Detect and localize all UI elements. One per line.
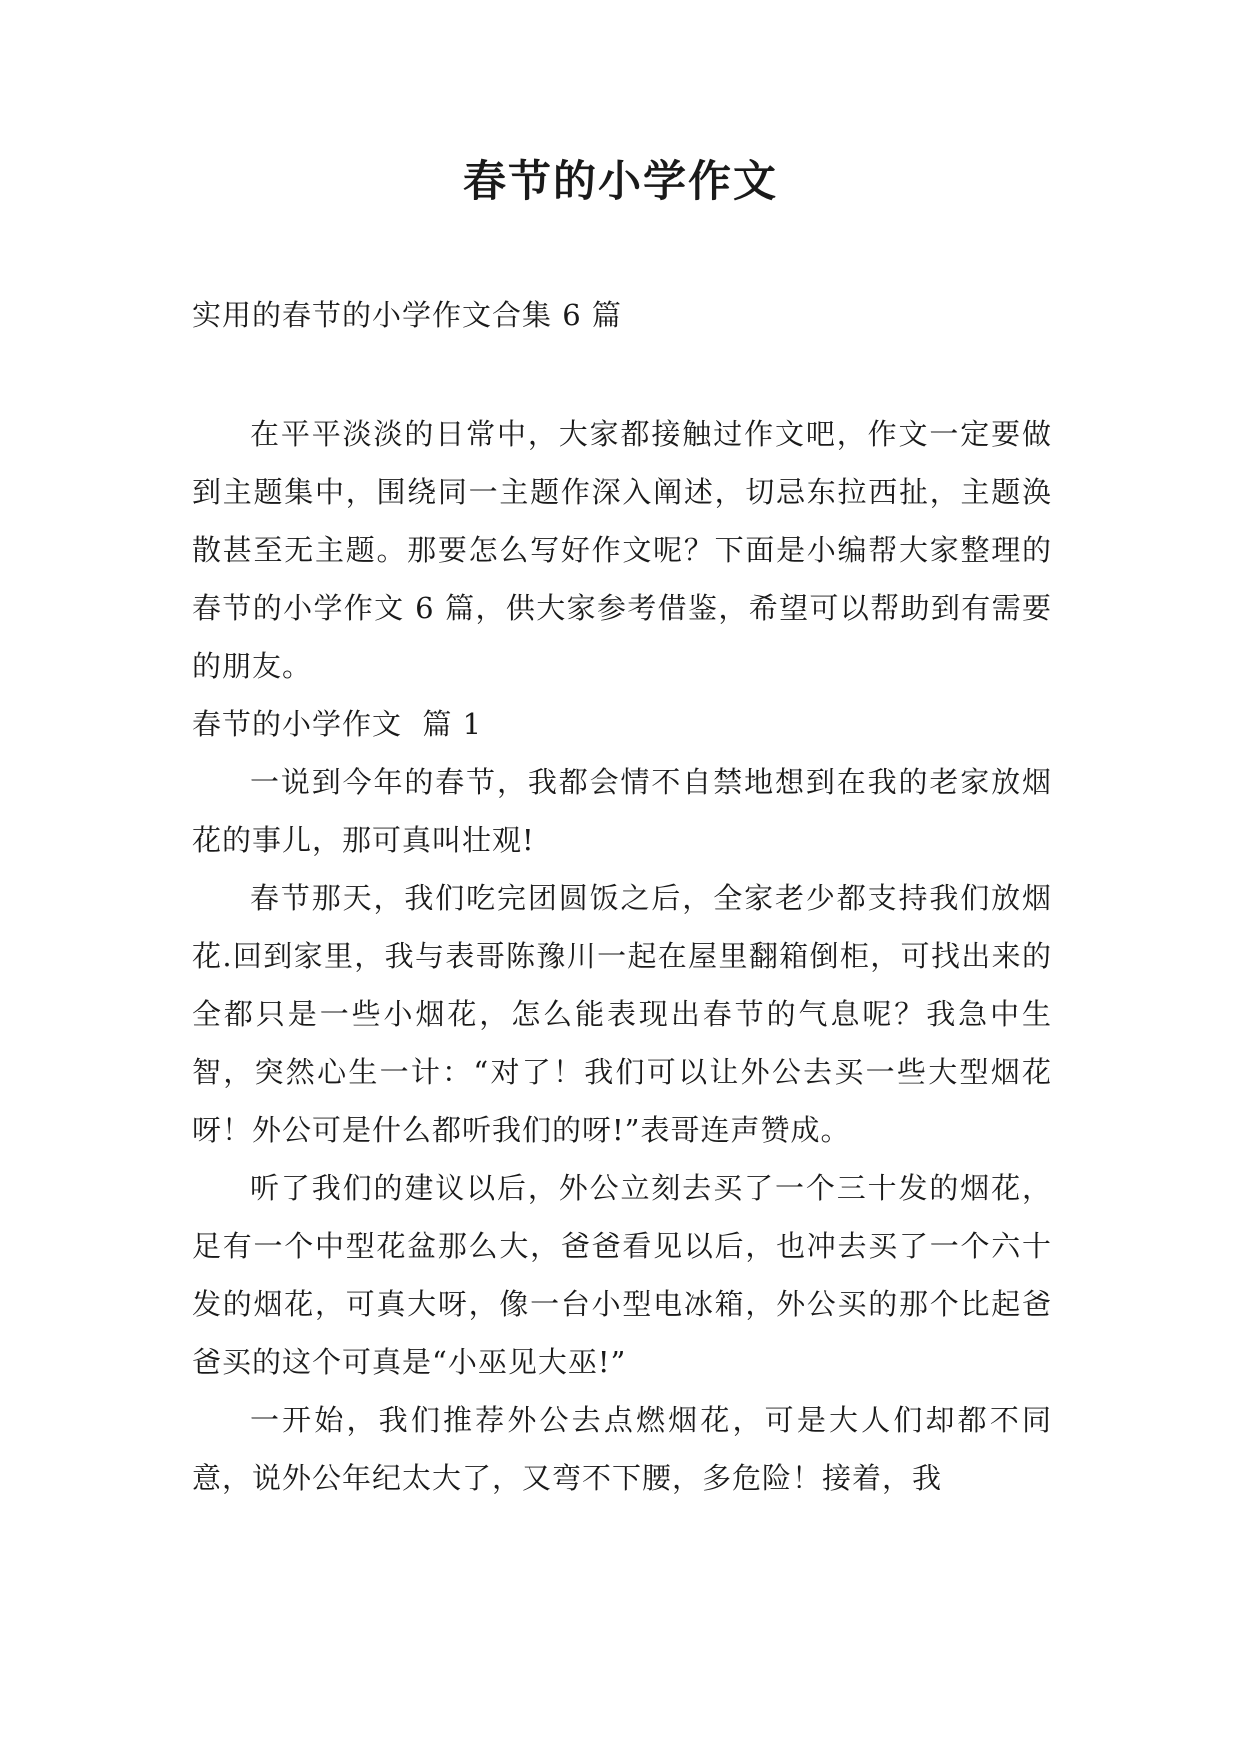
section-heading: 春节的小学作文 篇 1 — [192, 707, 483, 741]
body-paragraph: 一说到今年的春节，我都会情不自禁地想到在我的老家放烟花的事儿，那可真叫壮观! — [192, 765, 1052, 857]
intro-paragraph: 在平平淡淡的日常中，大家都接触过作文吧，作文一定要做到主题集中，围绕同一主题作深入阐述，切忌东拉西扯，主题涣散甚至无主题。那要怎么写好作文呢？下面是小编帮大家整理的春节的小学作文 6 篇，供大家参考借鉴，希望可以帮助到有需要的朋友。 — [192, 417, 1052, 683]
body-paragraph: 一开始，我们推荐外公去点燃烟花，可是大人们却都不同意，说外公年纪太大了，又弯不下腰，多危险！接着，我 — [192, 1403, 1052, 1495]
body-paragraph: 春节那天，我们吃完团圆饭之后，全家老少都支持我们放烟花.回到家里，我与表哥陈豫川一起在屋里翻箱倒柜，可找出来的全都只是一些小烟花，怎么能表现出春节的气息呢？我急中生智，突然心生一计：“对了！我们可以让外公去买一些大型烟花呀！外公可是什么都听我们的呀!”表哥连声赞成。 — [192, 881, 1052, 1147]
document-body — [192, 405, 1052, 1507]
document-subtitle: 实用的春节的小学作文合集 6 篇 — [192, 298, 622, 332]
body-paragraph: 听了我们的建议以后，外公立刻去买了一个三十发的烟花，足有一个中型花盆那么大，爸爸看见以后，也冲去买了一个六十发的烟花，可真大呀，像一台小型电冰箱，外公买的那个比起爸爸买的这个可真是“小巫见大巫!” — [192, 1171, 1052, 1379]
document-title: 春节的小学作文 — [463, 157, 778, 207]
